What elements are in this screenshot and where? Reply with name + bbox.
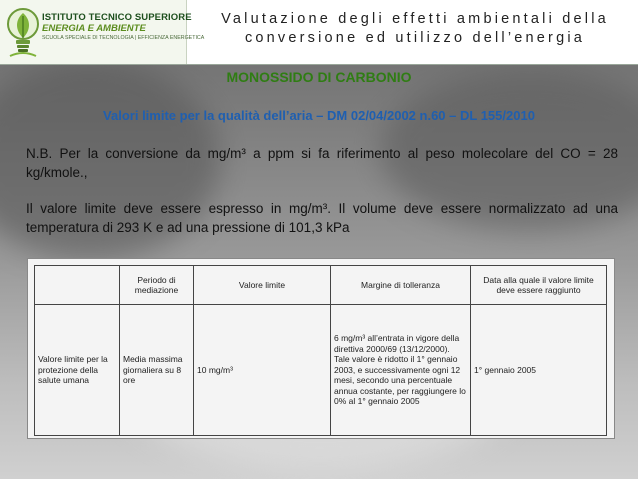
slide-title-line-2: conversione ed utilizzo dell’energia	[244, 30, 586, 46]
table-header-cell: Data alla quale il valore limite deve essere raggiunto	[471, 266, 607, 305]
table-header-cell	[35, 266, 120, 305]
table-header-cell: Valore limite	[194, 266, 331, 305]
table-header-cell: Margine di tolleranza	[331, 266, 471, 305]
lightbulb-leaf-logo-icon	[4, 4, 42, 60]
row-label-cell: Valore limite per la protezione della salute umana	[35, 305, 120, 436]
limit-value-cell: 10 mg/m³	[194, 305, 331, 436]
table-header-row	[35, 266, 607, 305]
section-title: MONOSSIDO DI CARBONIO	[226, 69, 412, 85]
logo-line-2: ENERGIA E AMBIENTE	[42, 23, 146, 34]
conversion-note: N.B. Per la conversione da mg/m³ a ppm si fa riferimento al peso molecolare del CO = 28 kg/kmole.,	[26, 146, 618, 180]
limits-heading: Valori limite per la qualità dell’aria – DM 02/04/2002 n.60 – DL 155/2010	[103, 108, 535, 123]
slide-title	[196, 10, 634, 48]
normalization-paragraph: Il valore limite deve essere espresso in mg/m³. Il volume deve essere normalizzato ad una temperatura di 293 K e ad una pressione di 101,3 kPa	[26, 201, 618, 235]
logo-line-3: SCUOLA SPECIALE DI TECNOLOGIA | EFFICIENZA ENERGETICA	[42, 35, 205, 41]
institute-logo	[0, 0, 205, 64]
period-cell: Media massima giornaliera su 8 ore	[120, 305, 194, 436]
limits-table	[34, 265, 607, 436]
table-header-cell: Periodo di mediazione	[120, 266, 194, 305]
slide-header	[0, 0, 638, 65]
logo-line-1: ISTITUTO TECNICO SUPERIORE	[42, 12, 192, 23]
slide-title-line-1: Valutazione degli effetti ambientali della	[221, 11, 609, 27]
limits-table-image	[27, 258, 615, 439]
tolerance-cell: 6 mg/m³ all’entrata in vigore della direttiva 2000/69 (13/12/2000). Tale valore è ridotto il 1° gennaio 2003, e successivamente ogni 12 mesi, secondo una percentuale annua costante, per raggiungere lo 0% al 1° gennaio 2005	[331, 305, 471, 436]
target-date-cell: 1° gennaio 2005	[471, 305, 607, 436]
table-row	[35, 305, 607, 436]
